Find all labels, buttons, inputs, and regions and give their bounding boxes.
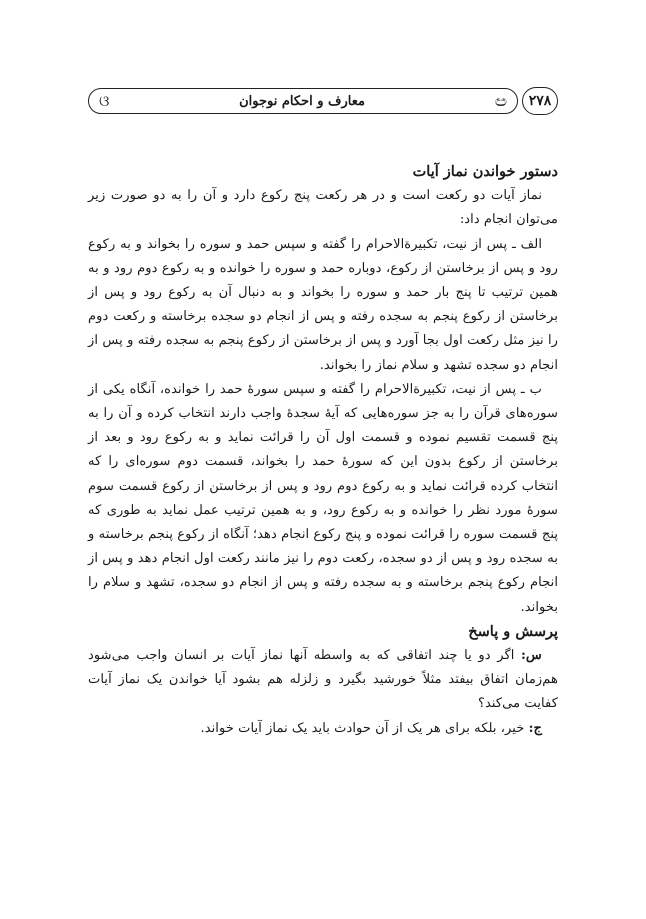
method-a-paragraph: الف ـ پس از نیت، تکبیرةالاحرام را گفته و سپس حمد و سوره را بخواند و به رکوع رود و پس از برخاستن از رکوع، دوباره حمد و سوره را خوانده و به رکوع دوم رود و به همین ترتیب تا پنج بار حمد و سوره را بخواند و به دنبال آن به رکوع رود و پس از برخاستن از رکوع پنجم به سجده رفته و پس از انجام دو سجده برخاسته و رکعت دوم را نیز مثل رکعت اول بجا آورد و پس از برخاستن از رکوع پنجم به سجده رفته و پس از انجام دو سجده تشهد و سلام نماز را بخواند. — [88, 236, 558, 373]
question-label: س: — [521, 648, 542, 664]
section-heading-qa: پرسش و پاسخ — [468, 622, 558, 640]
question-text: اگر دو یا چند اتفاقی که به واسطه آنها نماز آیات بر انسان واجب می‌شود هم‌زمان اتفاق بیفتد مثلاً خورشید بگیرد و زلزله هم بشود آیا خواندن یک نماز آیات کفایت می‌کند؟ — [88, 648, 558, 712]
answer-text: خیر، بلکه برای هر یک از آن حوادث باید یک نماز آیات خواند. — [200, 720, 529, 736]
section-heading-ayat: دستور خواندن نماز آیات — [412, 163, 558, 180]
ornament-right-icon: ඏ — [494, 92, 507, 110]
page-body — [88, 160, 558, 741]
book-title: معارف و احکام نوجوان — [239, 93, 365, 109]
title-frame — [88, 88, 518, 114]
intro-paragraph: نماز آیات دو رکعت است و در هر رکعت پنج رکوع دارد و آن را به دو صورت زیر می‌توان انجام داد: — [88, 188, 558, 228]
page-number: ۲۷۸ — [522, 87, 558, 115]
answer-label: ج: — [528, 720, 542, 736]
question-paragraph — [88, 644, 558, 717]
ornament-left-icon: ଓ — [99, 92, 110, 110]
page-header — [88, 86, 558, 116]
method-b-paragraph: ب ـ پس از نیت، تکبیرةالاحرام را گفته و سپس سورهٔ حمد را خوانده، آنگاه یکی از سوره‌های قرآن را به جز سوره‌هایی که آیهٔ سجدهٔ واجب دارند انتخاب کرده و آن را به پنج قسمت تقسیم نموده و قسمت اول آن را قرائت نماید و به رکوع رود و بعد از برخاستن از رکوع بدون این که سورهٔ حمد را بخواند، قسمت دوم سوره‌ای را که انتخاب کرده قرائت نماید و به رکوع دوم رود و پس از برخاستن از رکوع قسمت سوم سورهٔ مورد نظر را خوانده و به رکوع رود، و به همین ترتیب عمل نماید به طوری که پنج قسمت سوره را قرائت نموده و پنج رکوع انجام دهد؛ آنگاه از رکوع پنجم برخاسته و به سجده رود و پس از دو سجده، رکعت دوم را نیز مانند رکعت اول انجام دهد و پس از انجام رکوع پنجم برخاسته و به سجده رفته و پس از انجام دو سجده، تشهد و سلام را بخواند. — [88, 381, 558, 615]
answer-paragraph — [88, 717, 558, 741]
